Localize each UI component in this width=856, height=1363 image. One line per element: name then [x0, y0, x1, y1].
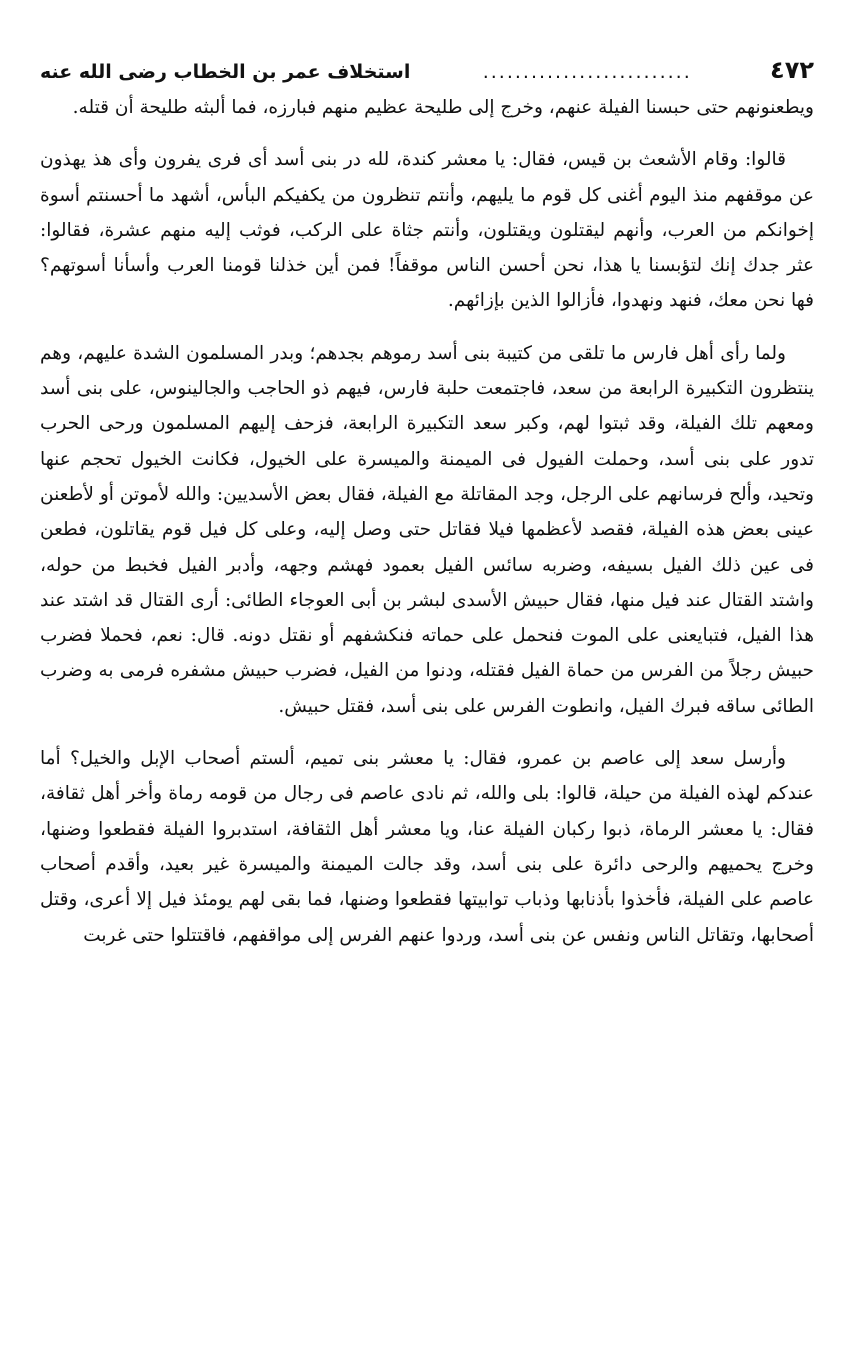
paragraph-asim-bin-amr: وأرسل سعد إلى عاصم بن عمرو، فقال: يا معشر بنى تميم، ألستم أصحاب الإبل والخيل؟ أما عندكم لهذه الفيلة من حيلة، قالوا: بلى والله، ثم نادى عاصم فى رجال من قومه رماة وأخر أهل ثقافة، فقال: يا معشر الرماة، ذبوا ركبان الفيلة عنا، ويا معشر أهل الثقافة، استدبروا الفيلة فقطعوا وضنها، وخرج يحميهم والرحى دائرة على بنى أسد، وقد جالت الميمنة والميسرة غير بعيد، وأقدم أصحاب عاصم على الفيلة، فأخذوا بأذنابها وذباب توابيتها فقطعوا وضنها، فما بقى لهم يومئذ فيل إلا أعرى، وقتل أصحابها، وتقاتل الناس ونفس عن بنى أسد، وردوا عنهم الفرس إلى مواقفهم، فاقتتلوا حتى غربت — [40, 748, 814, 946]
header-leader-dots: .......................... — [482, 61, 692, 83]
page-header — [40, 52, 814, 90]
page-number: ٤٧٢ — [770, 56, 814, 84]
paragraph-ashath: قالوا: وقام الأشعث بن قيس، فقال: يا معشر كندة، لله در بنى أسد أى فرى يفرون وأى هذ يهذون عن موقفهم منذ اليوم أغنى كل قوم ما يليهم، وأنتم تنظرون من يكفيكم البأس، أشهد ما أحسنتم أسوة إخوانكم من العرب، وأنهم ليقتلون ويقتلون، وأنتم جثاة على الركب، فوثب إليه منهم عشرة، فقالوا: عثر جدك إنك لتؤبسنا يا هذا، نحن أحسن الناس موقفاً! فمن أين خذلنا قومنا العرب وأسأنا أسوتهم؟ فها نحن معك، فنهد ونهدوا، فأزالوا الذين بإزائهم. — [40, 149, 814, 312]
paragraph-elephants-battle: ولما رأى أهل فارس ما تلقى من كتيبة بنى أسد رموهم بجدهم؛ وبدر المسلمون الشدة عليهم، وهم ينتظرون التكبيرة الرابعة من سعد، فاجتمعت حلبة فارس، فيهم ذو الحاجب والجالينوس، على بنى أسد ومعهم تلك الفيلة، وقد ثبتوا لهم، وكبر سعد التكبيرة الرابعة، فزحف إليهم المسلمون ورحى الحرب تدور على بنى أسد، وحملت الفيول فى الميمنة والميسرة على الخيول، فكانت الخيول تحجم عنها وتحيد، وألح فرسانهم على الرجل، وجد المقاتلة مع الفيلة، فقال بعض الأسديين: والله لأموتن أو لأطعنن عينى بعض هذه الفيلة، فقصد لأعظمها فيلا فقاتل حتى وصل إليه، وعلى كل فيل قوم يقاتلون، فطعن فى عين ذلك الفيل بسيفه، وضربه سائس الفيل بعمود فهشم وجهه، وأدبر الفيل فخبط من حوله، واشتد القتال عند فيل منها، فقال حبيش الأسدى لبشر بن أبى العوجاء الطائى: أرى القتال قد اشتد عند هذا الفيل، فتبايعنى على الموت فنحمل على حماته فنكشفهم أو نقتل دونه. قال: نعم، فحملا فضرب حبيش رجلاً من الفرس من حماة الفيل فقتله، ودنوا من الفيل، فضرب حبيش مشفره فرمى به وضرب الطائى ساقه فبرك الفيل، وانطوت الفرس على بنى أسد، فقتل حبيش. — [40, 342, 814, 717]
running-title: استخلاف عمر بن الخطاب رضى الله عنه — [40, 61, 411, 83]
paragraph-continuation: ويطعنونهم حتى حبسنا الفيلة عنهم، وخرج إلى طليحة عظيم منهم فبارزه، فما ألبثه طليحة أن قتله. — [72, 97, 814, 118]
